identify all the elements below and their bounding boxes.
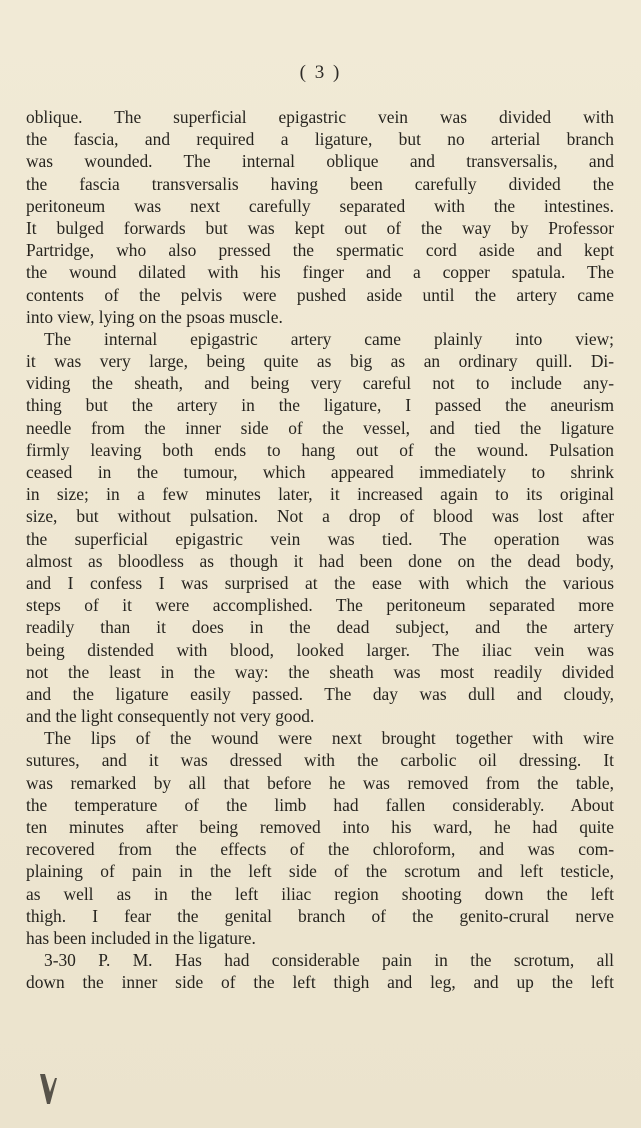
text-line: The internal epigastric artery came plainly into view; [44,328,614,349]
text-line: ten minutes after being removed into his ward, he had quite [26,817,614,837]
body-text [26,106,614,994]
text-line: and I confess I was surprised at the ease with which the various [26,572,614,593]
text-line: and the light consequently not very good. [26,706,315,727]
text-line: needle from the inner side of the vessel, and tied the ligature [26,417,614,438]
text-line: was wounded. The internal oblique and transversalis, and [26,151,614,172]
text-line: It bulged forwards but was kept out of the way by Professor [26,217,614,238]
text-line: the superficial epigastric vein was tied. The operation was [26,528,614,549]
text-line: oblique. The superficial epigastric vein was divided with [26,107,614,127]
page-number: ( 3 ) [299,62,342,83]
text-line: recovered from the effects of the chloroform, and was com- [26,839,614,860]
text-line: peritoneum was next carefully separated with the intestines. [26,195,614,216]
text-line: and the ligature easily passed. The day was dull and cloudy, [26,683,614,704]
text-line: in size; in a few minutes later, it increased again to its original [26,484,614,505]
text-line: the temperature of the limb had fallen considerably. About [26,794,614,815]
text-line: into view, lying on the psoas muscle. [26,306,283,327]
text-line: thigh. I fear the genital branch of the genito-crural nerve [26,905,614,926]
text-line: steps of it were accomplished. The peritoneum separated more [26,595,614,616]
text-line: contents of the pelvis were pushed aside until the artery came [26,284,614,305]
text-line: ceased in the tumour, which appeared immediately to shrink [26,462,614,482]
text-line: Partridge, who also pressed the spermatic cord aside and kept [26,240,614,261]
text-line: sutures, and it was dressed with the carbolic oil dressing. It [26,750,614,771]
text-line: was remarked by all that before he was removed from the table, [26,772,614,793]
text-line: 3-30 P. M. Has had considerable pain in the scrotum, all [44,950,614,971]
text-line: readily than it does in the dead subject, and the artery [26,617,614,638]
text-line: firmly leaving both ends to hang out of the wound. Pulsation [26,439,614,460]
text-line: not the least in the way: the sheath was most readily divided [26,661,614,682]
text-line: almost as bloodless as though it had been done on the dead body, [26,550,614,571]
text-line: plaining of pain in the left side of the scrotum and left testicle, [26,861,614,882]
printer-mark-icon [36,1072,60,1106]
text-line: The lips of the wound were next brought together with wire [44,728,614,749]
text-line: thing but the artery in the ligature, I passed the aneurism [26,395,614,416]
text-line: viding the sheath, and being very careful not to include any- [26,373,614,394]
text-line: the fascia transversalis having been carefully divided the [26,173,614,194]
text-line: the wound dilated with his finger and a copper spatula. The [26,262,614,283]
text-line: the fascia, and required a ligature, but no arterial branch [26,129,614,150]
text-line: as well as in the left iliac region shooting down the left [26,883,614,904]
text-line: it was very large, being quite as big as an ordinary quill. Di- [26,351,614,372]
text-line: down the inner side of the left thigh and leg, and up the left [26,972,614,993]
text-line: being distended with blood, looked larger. The iliac vein was [26,639,614,660]
text-line: size, but without pulsation. Not a drop of blood was lost after [26,506,614,527]
text-line: has been included in the ligature. [26,927,256,948]
